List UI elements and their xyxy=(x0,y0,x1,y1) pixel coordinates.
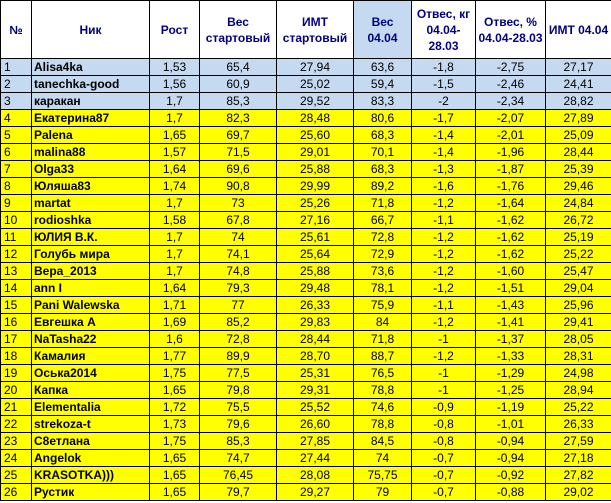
table-row xyxy=(1,59,611,76)
row-bmi-current: 27,17 xyxy=(546,59,611,76)
row-nick: strekoza-t xyxy=(32,416,150,433)
row-number: 14 xyxy=(1,280,32,297)
row-weight-current: 88,7 xyxy=(354,348,412,365)
row-nick: Angelok xyxy=(32,450,150,467)
row-nick: martat xyxy=(32,195,150,212)
row-start-weight: 60,9 xyxy=(200,76,277,93)
row-bmi-current: 25,39 xyxy=(546,161,611,178)
row-weight-current: 74 xyxy=(354,450,412,467)
row-start-weight: 85,2 xyxy=(200,314,277,331)
row-height: 1,74 xyxy=(150,178,200,195)
row-number: 15 xyxy=(1,297,32,314)
row-bmi-current: 28,94 xyxy=(546,382,611,399)
row-start-bmi: 29,52 xyxy=(277,93,354,110)
row-bmi-current: 25,47 xyxy=(546,263,611,280)
row-start-weight: 65,4 xyxy=(200,59,277,76)
row-weight-current: 75,75 xyxy=(354,467,412,484)
row-weight-current: 78,8 xyxy=(354,382,412,399)
row-nick: rodioshka xyxy=(32,212,150,229)
row-nick: Рустик xyxy=(32,484,150,501)
row-loss-kg: -1,6 xyxy=(412,178,476,195)
row-loss-kg: -1,4 xyxy=(412,127,476,144)
row-loss-kg: -1,2 xyxy=(412,348,476,365)
row-height: 1,7 xyxy=(150,110,200,127)
row-number: 24 xyxy=(1,450,32,467)
row-start-bmi: 25,52 xyxy=(277,399,354,416)
row-start-bmi: 25,60 xyxy=(277,127,354,144)
row-number: 13 xyxy=(1,263,32,280)
row-bmi-current: 24,41 xyxy=(546,76,611,93)
row-weight-current: 71,8 xyxy=(354,195,412,212)
row-nick: ann I xyxy=(32,280,150,297)
row-start-bmi: 26,60 xyxy=(277,416,354,433)
row-nick: NaTasha22 xyxy=(32,331,150,348)
row-bmi-current: 28,44 xyxy=(546,144,611,161)
row-height: 1,65 xyxy=(150,467,200,484)
row-height: 1,7 xyxy=(150,229,200,246)
row-height: 1,75 xyxy=(150,365,200,382)
row-weight-current: 80,6 xyxy=(354,110,412,127)
row-start-bmi: 28,08 xyxy=(277,467,354,484)
row-height: 1,64 xyxy=(150,280,200,297)
row-loss-percent: -2,75 xyxy=(476,59,546,76)
row-weight-current: 75,9 xyxy=(354,297,412,314)
row-start-weight: 74,1 xyxy=(200,246,277,263)
row-nick: KRASOTKA))) xyxy=(32,467,150,484)
row-loss-kg: -1,2 xyxy=(412,263,476,280)
row-number: 23 xyxy=(1,433,32,450)
row-start-weight: 85,3 xyxy=(200,433,277,450)
row-number: 21 xyxy=(1,399,32,416)
row-start-weight: 85,3 xyxy=(200,93,277,110)
row-height: 1,65 xyxy=(150,484,200,501)
row-height: 1,65 xyxy=(150,450,200,467)
row-height: 1,7 xyxy=(150,195,200,212)
row-height: 1,7 xyxy=(150,93,200,110)
row-start-bmi: 29,99 xyxy=(277,178,354,195)
table-row xyxy=(1,331,611,348)
row-nick: С8етлана xyxy=(32,433,150,450)
row-bmi-current: 27,89 xyxy=(546,110,611,127)
table-body xyxy=(1,59,611,501)
row-height: 1,58 xyxy=(150,212,200,229)
row-nick: Palena xyxy=(32,127,150,144)
row-height: 1,6 xyxy=(150,331,200,348)
table-row xyxy=(1,263,611,280)
row-weight-current: 78,8 xyxy=(354,416,412,433)
row-nick: Elementalia xyxy=(32,399,150,416)
row-height: 1,65 xyxy=(150,382,200,399)
table-row xyxy=(1,110,611,127)
row-number: 2 xyxy=(1,76,32,93)
row-number: 20 xyxy=(1,382,32,399)
table-row xyxy=(1,399,611,416)
row-number: 11 xyxy=(1,229,32,246)
row-nick: Alisa4ka xyxy=(32,59,150,76)
row-start-bmi: 29,31 xyxy=(277,382,354,399)
row-nick: каракан xyxy=(32,93,150,110)
row-number: 22 xyxy=(1,416,32,433)
row-start-weight: 79,3 xyxy=(200,280,277,297)
row-start-bmi: 25,88 xyxy=(277,263,354,280)
row-loss-percent: -2,01 xyxy=(476,127,546,144)
table-row xyxy=(1,229,611,246)
row-loss-percent: -1,41 xyxy=(476,314,546,331)
row-weight-current: 89,2 xyxy=(354,178,412,195)
row-start-bmi: 25,02 xyxy=(277,76,354,93)
row-loss-kg: -1,2 xyxy=(412,280,476,297)
row-loss-percent: -1,62 xyxy=(476,246,546,263)
row-start-weight: 69,6 xyxy=(200,161,277,178)
row-start-weight: 71,5 xyxy=(200,144,277,161)
row-nick: Голубь мира xyxy=(32,246,150,263)
row-start-bmi: 27,16 xyxy=(277,212,354,229)
header-loss-percent: Отвес, % 04.04-28.03 xyxy=(476,1,546,59)
row-start-bmi: 29,48 xyxy=(277,280,354,297)
row-bmi-current: 28,82 xyxy=(546,93,611,110)
row-loss-kg: -1,8 xyxy=(412,59,476,76)
row-loss-kg: -1,2 xyxy=(412,246,476,263)
row-start-weight: 69,7 xyxy=(200,127,277,144)
row-height: 1,53 xyxy=(150,59,200,76)
row-height: 1,7 xyxy=(150,263,200,280)
row-start-bmi: 25,26 xyxy=(277,195,354,212)
table-row xyxy=(1,297,611,314)
header-start-weight: Вес стартовый xyxy=(200,1,277,59)
row-loss-kg: -1,1 xyxy=(412,297,476,314)
row-nick: Юляша83 xyxy=(32,178,150,195)
row-bmi-current: 25,22 xyxy=(546,399,611,416)
row-loss-kg: -1,5 xyxy=(412,76,476,93)
table-row xyxy=(1,280,611,297)
table-row xyxy=(1,382,611,399)
row-loss-kg: -1,2 xyxy=(412,229,476,246)
row-height: 1,75 xyxy=(150,433,200,450)
row-nick: Камалия xyxy=(32,348,150,365)
row-height: 1,73 xyxy=(150,416,200,433)
table-row xyxy=(1,365,611,382)
row-weight-current: 72,9 xyxy=(354,246,412,263)
row-loss-kg: -1,3 xyxy=(412,161,476,178)
row-weight-current: 83,3 xyxy=(354,93,412,110)
row-weight-current: 76,5 xyxy=(354,365,412,382)
row-nick: Евгешка А xyxy=(32,314,150,331)
row-weight-current: 70,1 xyxy=(354,144,412,161)
row-number: 9 xyxy=(1,195,32,212)
row-loss-percent: -1,60 xyxy=(476,263,546,280)
row-bmi-current: 29,46 xyxy=(546,178,611,195)
row-loss-percent: -2,46 xyxy=(476,76,546,93)
row-weight-current: 71,8 xyxy=(354,331,412,348)
table-row xyxy=(1,433,611,450)
row-bmi-current: 24,98 xyxy=(546,365,611,382)
row-nick: Вера_2013 xyxy=(32,263,150,280)
row-weight-current: 79 xyxy=(354,484,412,501)
row-weight-current: 78,1 xyxy=(354,280,412,297)
row-nick: tanechka-good xyxy=(32,76,150,93)
row-start-bmi: 27,94 xyxy=(277,59,354,76)
row-start-weight: 79,8 xyxy=(200,382,277,399)
row-start-weight: 90,8 xyxy=(200,178,277,195)
row-start-weight: 74,7 xyxy=(200,450,277,467)
row-loss-kg: -1 xyxy=(412,382,476,399)
row-start-bmi: 29,83 xyxy=(277,314,354,331)
row-loss-kg: -0,7 xyxy=(412,484,476,501)
row-loss-kg: -0,7 xyxy=(412,467,476,484)
row-number: 12 xyxy=(1,246,32,263)
table-row xyxy=(1,416,611,433)
table-row xyxy=(1,314,611,331)
row-height: 1,56 xyxy=(150,76,200,93)
table-row xyxy=(1,127,611,144)
row-number: 6 xyxy=(1,144,32,161)
row-nick: Pani Walewska xyxy=(32,297,150,314)
row-weight-current: 63,6 xyxy=(354,59,412,76)
row-weight-current: 74,6 xyxy=(354,399,412,416)
row-height: 1,72 xyxy=(150,399,200,416)
row-number: 19 xyxy=(1,365,32,382)
row-weight-current: 68,3 xyxy=(354,127,412,144)
row-loss-kg: -1,4 xyxy=(412,144,476,161)
row-number: 8 xyxy=(1,178,32,195)
row-loss-percent: -0,94 xyxy=(476,433,546,450)
row-start-bmi: 27,85 xyxy=(277,433,354,450)
header-loss-kg: Отвес, кг 04.04-28.03 xyxy=(412,1,476,59)
row-loss-kg: -2 xyxy=(412,93,476,110)
row-height: 1,7 xyxy=(150,246,200,263)
table-row xyxy=(1,246,611,263)
row-height: 1,57 xyxy=(150,144,200,161)
row-number: 5 xyxy=(1,127,32,144)
row-bmi-current: 27,59 xyxy=(546,433,611,450)
row-loss-percent: -1,43 xyxy=(476,297,546,314)
row-nick: ЮЛИЯ В.К. xyxy=(32,229,150,246)
row-nick: Оська2014 xyxy=(32,365,150,382)
row-start-weight: 75,5 xyxy=(200,399,277,416)
row-bmi-current: 26,72 xyxy=(546,212,611,229)
row-weight-current: 68,3 xyxy=(354,161,412,178)
row-start-bmi: 29,01 xyxy=(277,144,354,161)
table-row xyxy=(1,467,611,484)
row-number: 16 xyxy=(1,314,32,331)
row-start-bmi: 28,48 xyxy=(277,110,354,127)
row-loss-kg: -1,2 xyxy=(412,314,476,331)
row-start-bmi: 26,33 xyxy=(277,297,354,314)
row-loss-percent: -1,01 xyxy=(476,416,546,433)
row-loss-kg: -0,7 xyxy=(412,450,476,467)
table-row xyxy=(1,450,611,467)
row-bmi-current: 25,09 xyxy=(546,127,611,144)
row-loss-kg: -0,9 xyxy=(412,399,476,416)
row-nick: malina88 xyxy=(32,144,150,161)
row-height: 1,65 xyxy=(150,127,200,144)
row-bmi-current: 25,96 xyxy=(546,297,611,314)
table-row xyxy=(1,161,611,178)
row-bmi-current: 28,05 xyxy=(546,331,611,348)
row-bmi-current: 26,33 xyxy=(546,416,611,433)
row-number: 17 xyxy=(1,331,32,348)
row-nick: Екатерина87 xyxy=(32,110,150,127)
row-start-bmi: 28,70 xyxy=(277,348,354,365)
row-loss-percent: -1,76 xyxy=(476,178,546,195)
row-start-weight: 79,6 xyxy=(200,416,277,433)
table-row xyxy=(1,178,611,195)
row-height: 1,69 xyxy=(150,314,200,331)
header-nick: Ник xyxy=(32,1,150,59)
row-nick: Капка xyxy=(32,382,150,399)
row-weight-current: 59,4 xyxy=(354,76,412,93)
header-start-bmi: ИМТ стартовый xyxy=(277,1,354,59)
row-start-weight: 76,45 xyxy=(200,467,277,484)
row-number: 18 xyxy=(1,348,32,365)
row-number: 1 xyxy=(1,59,32,76)
row-bmi-current: 25,19 xyxy=(546,229,611,246)
row-loss-percent: -1,37 xyxy=(476,331,546,348)
row-bmi-current: 24,84 xyxy=(546,195,611,212)
row-start-weight: 82,3 xyxy=(200,110,277,127)
table-row xyxy=(1,93,611,110)
row-weight-current: 72,8 xyxy=(354,229,412,246)
table-row xyxy=(1,195,611,212)
row-weight-current: 73,6 xyxy=(354,263,412,280)
table-row xyxy=(1,212,611,229)
row-loss-percent: -2,34 xyxy=(476,93,546,110)
row-start-weight: 74 xyxy=(200,229,277,246)
row-number: 7 xyxy=(1,161,32,178)
row-loss-kg: -1 xyxy=(412,365,476,382)
row-start-bmi: 27,44 xyxy=(277,450,354,467)
row-loss-percent: -1,25 xyxy=(476,382,546,399)
header-bmi-current: ИМТ 04.04 xyxy=(546,1,611,59)
row-start-weight: 77 xyxy=(200,297,277,314)
row-number: 26 xyxy=(1,484,32,501)
row-number: 4 xyxy=(1,110,32,127)
row-loss-percent: -0,88 xyxy=(476,484,546,501)
table-row xyxy=(1,144,611,161)
row-loss-kg: -0,8 xyxy=(412,416,476,433)
row-bmi-current: 29,41 xyxy=(546,314,611,331)
row-height: 1,64 xyxy=(150,161,200,178)
row-start-weight: 77,5 xyxy=(200,365,277,382)
row-number: 10 xyxy=(1,212,32,229)
row-loss-kg: -1,1 xyxy=(412,212,476,229)
row-start-weight: 67,8 xyxy=(200,212,277,229)
row-start-weight: 74,8 xyxy=(200,263,277,280)
row-loss-percent: -1,33 xyxy=(476,348,546,365)
row-start-bmi: 25,61 xyxy=(277,229,354,246)
row-number: 3 xyxy=(1,93,32,110)
row-start-bmi: 25,31 xyxy=(277,365,354,382)
row-loss-percent: -1,62 xyxy=(476,212,546,229)
row-start-bmi: 25,88 xyxy=(277,161,354,178)
table-row xyxy=(1,484,611,501)
table-row xyxy=(1,76,611,93)
row-loss-kg: -1,2 xyxy=(412,195,476,212)
row-loss-percent: -1,51 xyxy=(476,280,546,297)
row-loss-percent: -0,92 xyxy=(476,467,546,484)
header-number: № xyxy=(1,1,32,59)
header-row xyxy=(1,1,611,59)
row-height: 1,77 xyxy=(150,348,200,365)
row-loss-percent: -1,19 xyxy=(476,399,546,416)
row-start-weight: 89,9 xyxy=(200,348,277,365)
row-weight-current: 66,7 xyxy=(354,212,412,229)
row-loss-percent: -1,62 xyxy=(476,229,546,246)
row-bmi-current: 29,04 xyxy=(546,280,611,297)
row-start-bmi: 29,27 xyxy=(277,484,354,501)
row-bmi-current: 29,02 xyxy=(546,484,611,501)
row-nick: Olga33 xyxy=(32,161,150,178)
header-weight-current: Вес 04.04 xyxy=(354,1,412,59)
table-row xyxy=(1,348,611,365)
row-weight-current: 84 xyxy=(354,314,412,331)
row-loss-kg: -1 xyxy=(412,331,476,348)
row-bmi-current: 27,18 xyxy=(546,450,611,467)
row-bmi-current: 28,31 xyxy=(546,348,611,365)
row-loss-percent: -1,64 xyxy=(476,195,546,212)
row-start-weight: 73 xyxy=(200,195,277,212)
row-weight-current: 84,5 xyxy=(354,433,412,450)
row-height: 1,71 xyxy=(150,297,200,314)
row-start-bmi: 28,44 xyxy=(277,331,354,348)
row-number: 25 xyxy=(1,467,32,484)
row-start-bmi: 25,64 xyxy=(277,246,354,263)
row-loss-percent: -2,07 xyxy=(476,110,546,127)
row-loss-percent: -1,87 xyxy=(476,161,546,178)
row-loss-percent: -0,94 xyxy=(476,450,546,467)
row-bmi-current: 27,82 xyxy=(546,467,611,484)
row-bmi-current: 25,22 xyxy=(546,246,611,263)
row-loss-percent: -1,96 xyxy=(476,144,546,161)
row-loss-kg: -1,7 xyxy=(412,110,476,127)
row-start-weight: 72,8 xyxy=(200,331,277,348)
row-start-weight: 79,7 xyxy=(200,484,277,501)
header-height: Рост xyxy=(150,1,200,59)
row-loss-kg: -0,8 xyxy=(412,433,476,450)
row-loss-percent: -1,29 xyxy=(476,365,546,382)
